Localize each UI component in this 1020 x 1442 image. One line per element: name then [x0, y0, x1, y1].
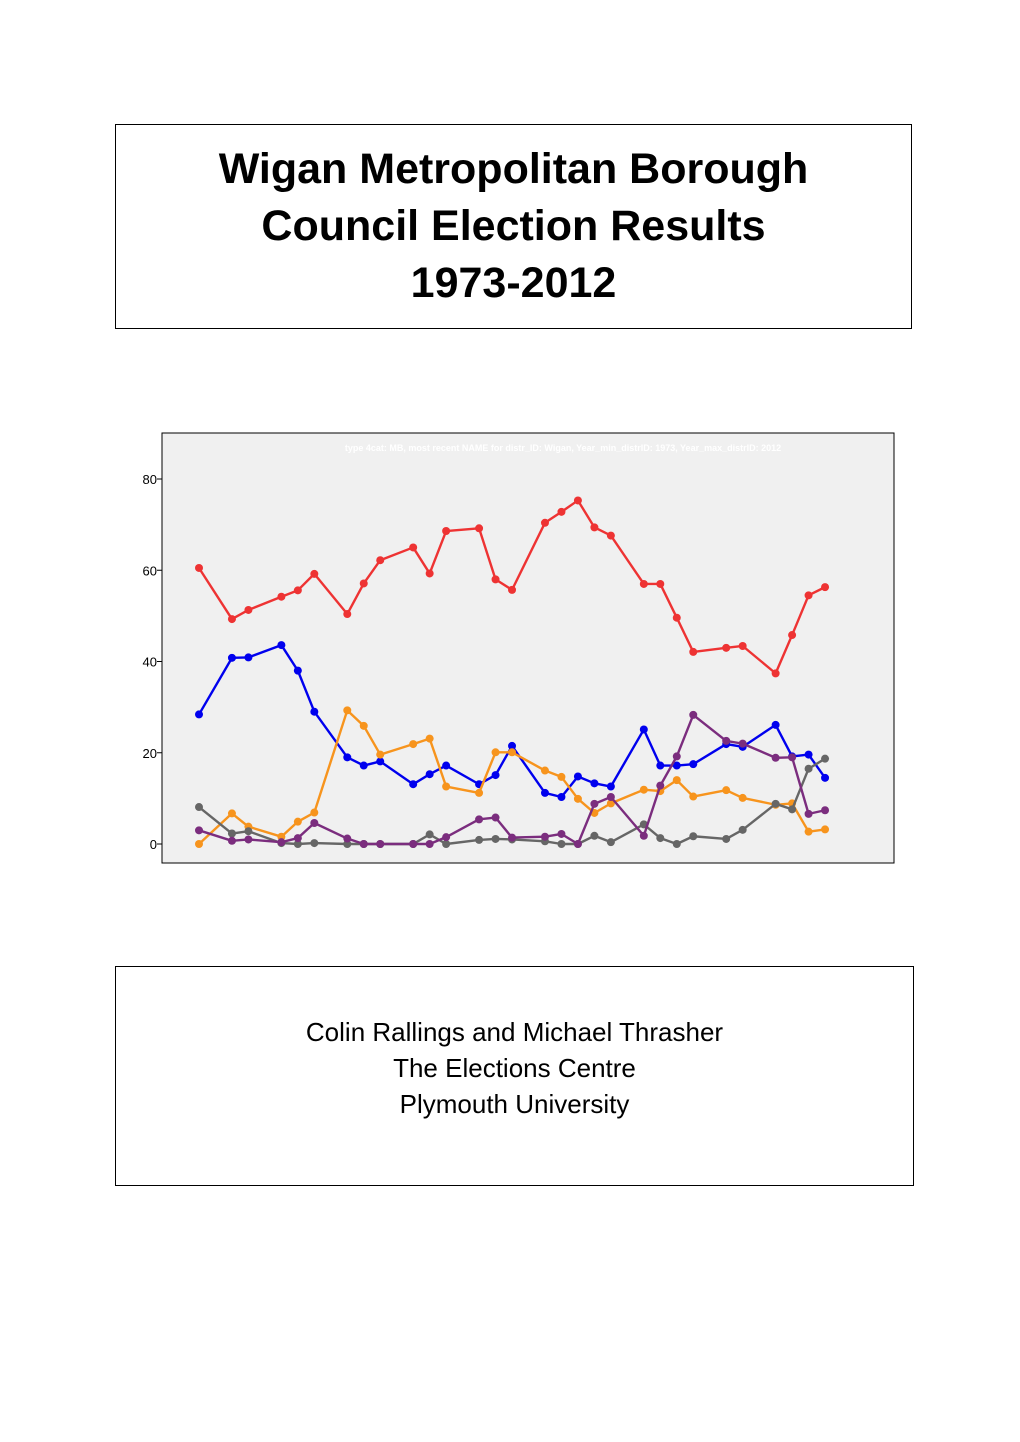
series-1-point — [310, 570, 318, 578]
series-2-point — [343, 753, 351, 761]
series-4-point — [310, 839, 318, 847]
series-2-point — [821, 774, 829, 782]
series-3-point — [673, 776, 681, 784]
series-5-point — [689, 711, 697, 719]
series-5-point — [574, 840, 582, 848]
series-1-point — [294, 586, 302, 594]
series-2-point — [772, 721, 780, 729]
series-5-point — [772, 754, 780, 762]
series-4-point — [426, 830, 434, 838]
series-5-point — [442, 833, 450, 841]
series-3-point — [228, 809, 236, 817]
series-1-point — [656, 580, 664, 588]
series-1-point — [277, 593, 285, 601]
series-2-point — [541, 789, 549, 797]
series-2-point — [442, 762, 450, 770]
series-2-point — [409, 780, 417, 788]
series-4-point — [442, 840, 450, 848]
title-line-1: Wigan Metropolitan Borough — [218, 145, 809, 193]
series-3-point — [821, 825, 829, 833]
series-5-point — [277, 838, 285, 846]
title-line-2: Council Election Results — [261, 202, 766, 250]
series-5-point — [821, 806, 829, 814]
series-3-point — [195, 840, 203, 848]
series-2-point — [310, 708, 318, 716]
series-5-point — [244, 835, 252, 843]
series-1-point — [772, 669, 780, 677]
title-box — [115, 124, 912, 329]
series-4-point — [607, 838, 615, 846]
series-3-point — [805, 828, 813, 836]
series-4-point — [475, 836, 483, 844]
series-3-point — [475, 789, 483, 797]
chart-title: type 4cat: MB, most recent NAME for distr_ID: Wigan, Year_min_distrID: 1973, Year_max_distrID: 2012 — [344, 443, 782, 453]
series-1-point — [640, 580, 648, 588]
series-5-point — [557, 830, 565, 838]
series-1-point — [821, 583, 829, 591]
series-2-point — [557, 793, 565, 801]
series-3-point — [376, 751, 384, 759]
series-1-point — [673, 614, 681, 622]
series-2-point — [656, 762, 664, 770]
series-5-point — [310, 819, 318, 827]
series-4-point — [656, 834, 664, 842]
series-4-point — [805, 765, 813, 773]
series-2-point — [805, 751, 813, 759]
series-3-point — [294, 818, 302, 826]
series-1-point — [475, 524, 483, 532]
y-tick-label: 60 — [142, 563, 157, 579]
series-1-point — [228, 615, 236, 623]
series-2-point — [244, 653, 252, 661]
series-5-point — [607, 793, 615, 801]
author-box — [115, 966, 914, 1186]
series-1-point — [508, 586, 516, 594]
series-1-point — [557, 508, 565, 516]
series-1-point — [492, 575, 500, 583]
series-1-point — [574, 496, 582, 504]
author-names: Colin Rallings and Michael Thrasher — [305, 1017, 724, 1047]
y-tick-label: 20 — [142, 745, 157, 761]
y-tick-label: 40 — [142, 654, 157, 670]
series-4-point — [722, 835, 730, 843]
series-2-point — [294, 667, 302, 675]
series-4-point — [557, 840, 565, 848]
series-4-point — [739, 826, 747, 834]
series-1-point — [607, 532, 615, 540]
series-1-point — [409, 543, 417, 551]
series-4-point — [590, 832, 598, 840]
chart — [115, 430, 915, 870]
series-5-point — [376, 840, 384, 848]
series-4-point — [689, 832, 697, 840]
series-3-point — [426, 735, 434, 743]
series-2-point — [277, 641, 285, 649]
series-3-point — [541, 767, 549, 775]
series-5-point — [805, 810, 813, 818]
series-5-point — [640, 832, 648, 840]
series-3-point — [689, 793, 697, 801]
series-1-point — [541, 519, 549, 527]
series-2-point — [376, 757, 384, 765]
series-2-point — [574, 772, 582, 780]
series-5-point — [426, 840, 434, 848]
series-1-point — [376, 556, 384, 564]
series-1-point — [244, 606, 252, 614]
author-centre: The Elections Centre — [393, 1053, 636, 1083]
series-5-point — [360, 840, 368, 848]
series-3-point — [739, 794, 747, 802]
series-2-point — [689, 760, 697, 768]
series-4-point — [244, 827, 252, 835]
series-3-point — [343, 706, 351, 714]
series-2-point — [590, 779, 598, 787]
series-5-point — [492, 814, 500, 822]
series-4-point — [492, 835, 500, 843]
series-5-point — [722, 737, 730, 745]
series-4-point — [788, 805, 796, 813]
series-3-point — [722, 786, 730, 794]
series-3-point — [492, 748, 500, 756]
series-2-point — [426, 770, 434, 778]
series-3-point — [360, 722, 368, 730]
series-2-point — [228, 654, 236, 662]
series-1-point — [343, 610, 351, 618]
series-1-point — [590, 523, 598, 531]
series-1-point — [805, 591, 813, 599]
series-2-point — [640, 725, 648, 733]
series-5-point — [541, 833, 549, 841]
series-4-point — [821, 755, 829, 763]
series-5-point — [788, 753, 796, 761]
series-5-point — [590, 800, 598, 808]
chart-svg — [115, 430, 915, 870]
series-5-point — [195, 826, 203, 834]
series-5-point — [656, 782, 664, 790]
series-3-point — [409, 740, 417, 748]
series-1-point — [195, 564, 203, 572]
series-1-point — [788, 631, 796, 639]
series-5-point — [508, 834, 516, 842]
series-5-point — [343, 835, 351, 843]
series-4-point — [195, 803, 203, 811]
y-tick-label: 0 — [149, 837, 157, 852]
series-2-point — [195, 710, 203, 718]
series-5-point — [475, 815, 483, 823]
series-2-point — [360, 762, 368, 770]
author-university: Plymouth University — [399, 1089, 630, 1119]
series-5-point — [409, 840, 417, 848]
series-4-point — [228, 830, 236, 838]
series-3-point — [508, 748, 516, 756]
series-4-point — [772, 800, 780, 808]
series-3-point — [640, 786, 648, 794]
series-1-point — [722, 644, 730, 652]
y-tick-label: 80 — [142, 472, 157, 487]
series-5-point — [228, 837, 236, 845]
series-1-point — [689, 648, 697, 656]
series-3-point — [310, 809, 318, 817]
title-line-3: 1973-2012 — [410, 259, 617, 307]
series-3-point — [574, 795, 582, 803]
series-1-point — [739, 642, 747, 650]
series-3-point — [442, 783, 450, 791]
series-4-point — [673, 840, 681, 848]
series-1-point — [426, 569, 434, 577]
series-2-point — [492, 771, 500, 779]
series-2-point — [607, 783, 615, 791]
series-3-point — [557, 773, 565, 781]
series-5-point — [294, 834, 302, 842]
series-5-point — [739, 740, 747, 748]
series-5-point — [673, 752, 681, 760]
series-1-point — [360, 579, 368, 587]
series-1-point — [442, 527, 450, 535]
